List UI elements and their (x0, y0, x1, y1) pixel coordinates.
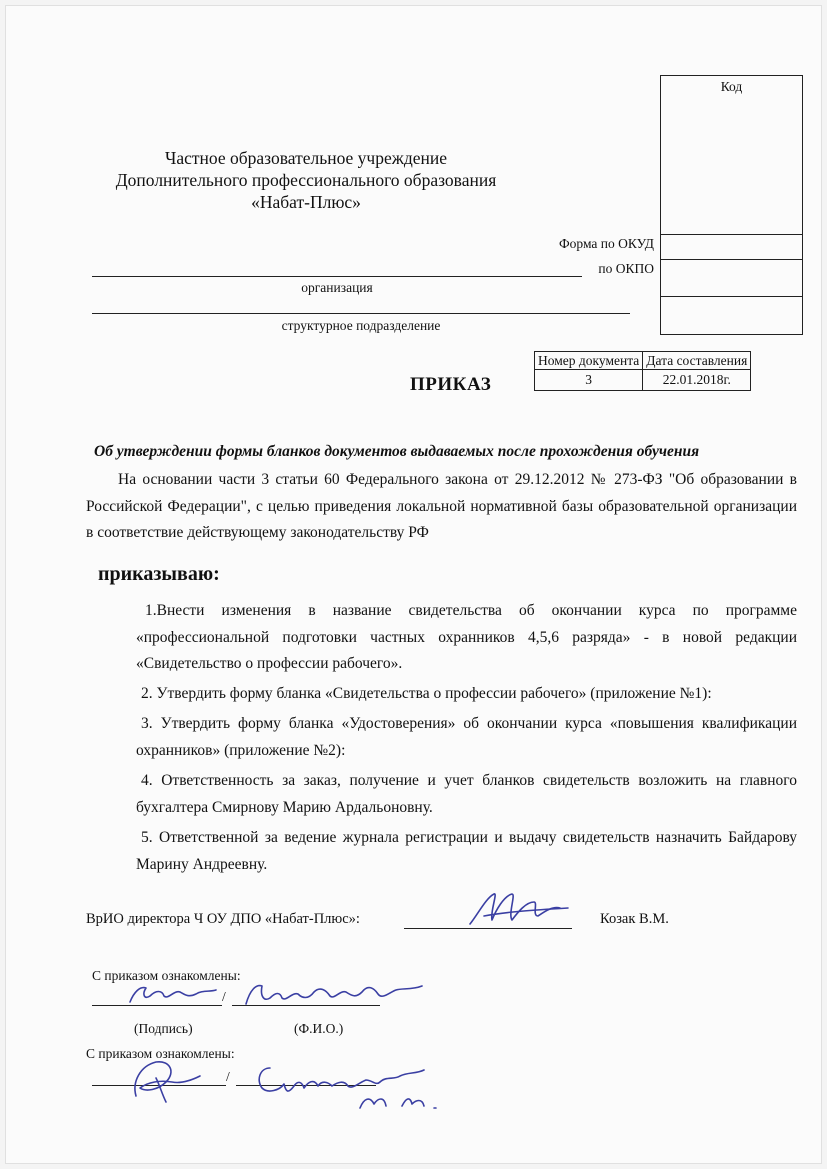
document-subject: Об утверждении формы бланков документов выдаваемых после прохождения обучения (94, 443, 700, 460)
director-signature (464, 886, 574, 934)
organization-name (86, 147, 526, 213)
director-name: Козак В.М. (600, 911, 669, 927)
signature-smirnova-short (126, 1052, 206, 1108)
fio-caption: (Ф.И.О.) (294, 1021, 344, 1036)
sign-caption: (Подпись) (134, 1021, 193, 1036)
dept-underline (92, 313, 630, 314)
order-item-4: 4. Ответственность за заказ, получение и учет бланков свидетельств возложить на главного бухгалтера Смирнову Марию Ардальоновну. (136, 772, 797, 816)
slash-1: / (222, 989, 226, 1004)
org-line-2: Дополнительного профессионального образования (115, 170, 497, 190)
signature-baidarova-name (242, 978, 427, 1010)
order-item-3: 3. Утвердить форму бланка «Удостоверения» об окончании курса «повышения квалификации охранников» (приложение №2): (136, 715, 797, 759)
acquainted-label-2: С приказом ознакомлены: (86, 1046, 235, 1061)
basis-paragraph: На основании части 3 статьи 60 Федерального закона от 29.12.2012 № 273-ФЗ "Об образовании в Российской Федерации", с целью приведения локальной нормативной базы образовательной организации в соответствие действующему законодательству РФ (86, 471, 797, 541)
org-line-1: Частное образовательное учреждение (164, 148, 448, 168)
order-item-2: 2. Утвердить форму бланка «Свидетельства о профессии рабочего» (приложение №1): (141, 685, 712, 702)
okpo-cell (661, 296, 802, 297)
order-word: приказываю: (98, 563, 220, 585)
signature-baidarova-short (126, 980, 221, 1008)
doc-number: 3 (535, 370, 643, 391)
slash-2: / (226, 1069, 230, 1084)
okud-divider (661, 259, 802, 260)
okpo-label: по ОКПО (598, 261, 654, 276)
document-page (6, 6, 821, 1163)
director-position: ВрИО директора Ч ОУ ДПО «Набат-Плюс»: (86, 911, 360, 927)
document-title: ПРИКАЗ (410, 374, 492, 395)
doc-number-header: Номер документа (535, 352, 643, 370)
okud-cell (661, 234, 802, 235)
signature-smirnova-name (252, 1058, 472, 1118)
doc-date: 22.01.2018г. (643, 370, 751, 391)
org-underline (92, 276, 582, 277)
okud-label: Форма по ОКУД (558, 236, 654, 251)
code-box (660, 75, 803, 335)
org-caption: организация (301, 280, 373, 295)
org-line-3: «Набат-Плюс» (251, 192, 361, 212)
dept-caption: структурное подразделение (281, 318, 441, 333)
order-item-5: 5. Ответственной за ведение журнала регистрации и выдачу свидетельств назначить Байдарову Марину Андреевну. (136, 829, 797, 873)
doc-date-header: Дата составления (643, 352, 751, 370)
acquainted-label-1: С приказом ознакомлены: (92, 968, 241, 983)
order-item-1: 1.Внести изменения в название свидетельства об окончании курса по программе «профессиональной подготовки частных охранников 4,5,6 разряда» - в новой редакции «Свидетельство о профессии рабочего». (136, 602, 797, 672)
document-table (534, 351, 751, 391)
code-header: Код (720, 79, 743, 94)
